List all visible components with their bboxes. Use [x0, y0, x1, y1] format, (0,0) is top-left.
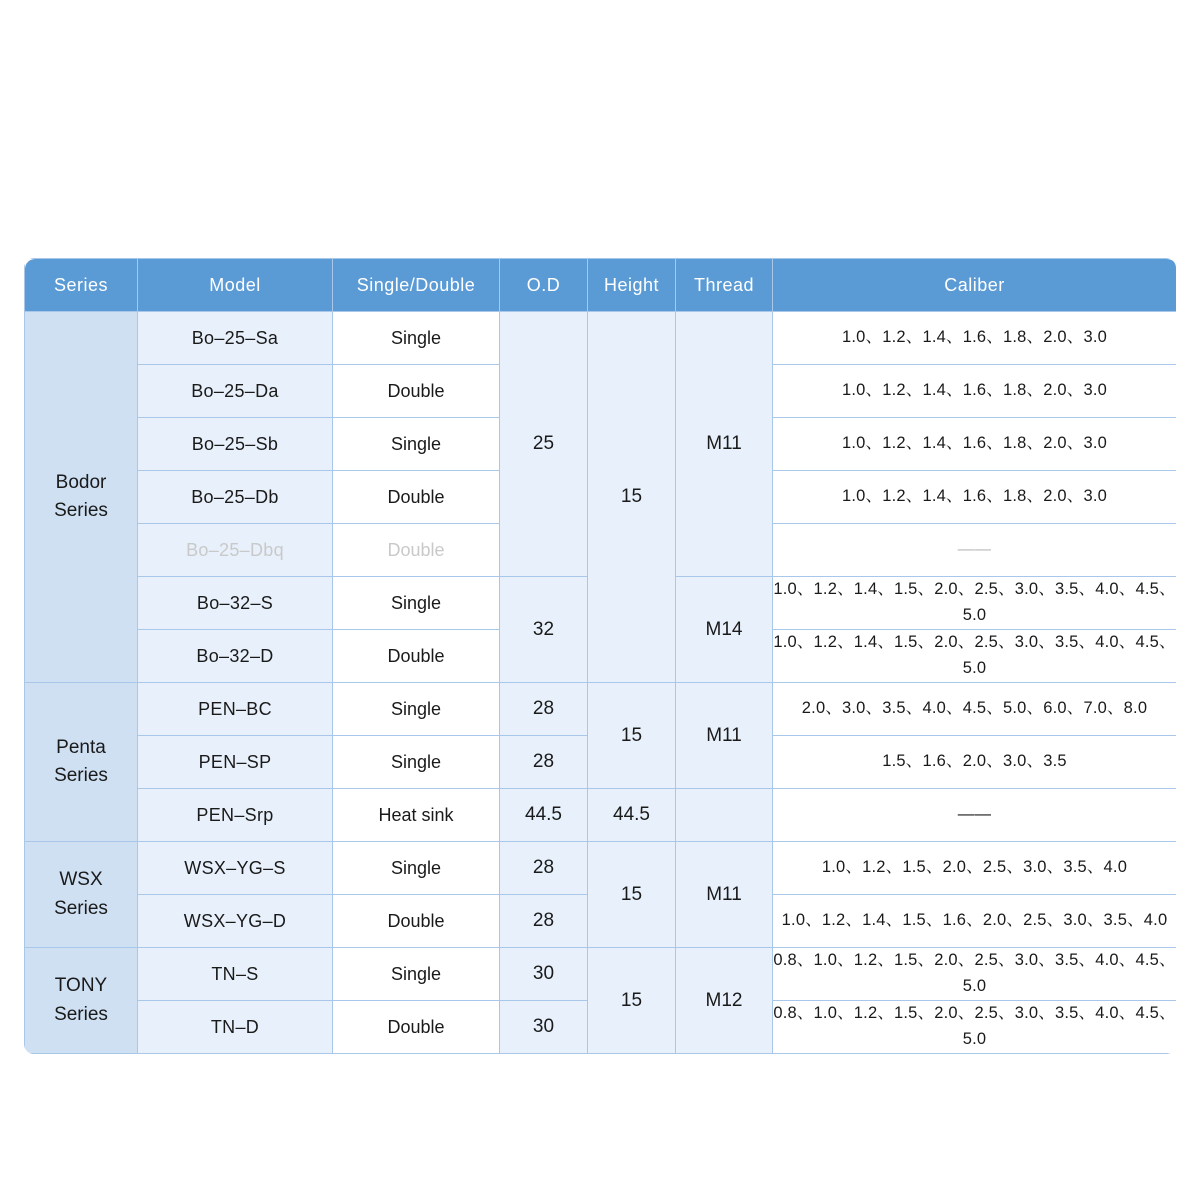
caliber-cell: 1.0、1.2、1.4、1.6、1.8、2.0、3.0 [773, 312, 1177, 365]
single-double-cell: Single [333, 736, 500, 789]
series-label-line1: Bodor [55, 471, 107, 493]
series-cell-tony [25, 948, 138, 1054]
model-cell: PEN–Srp [138, 789, 333, 842]
model-cell: WSX–YG–S [138, 842, 333, 895]
series-label-line2: Series [54, 765, 108, 786]
caliber-cell: 1.0、1.2、1.4、1.6、1.8、2.0、3.0 [773, 471, 1177, 524]
table-row [25, 683, 1177, 736]
single-double-cell: Single [333, 948, 500, 1001]
column-header-od: O.D [500, 259, 588, 312]
caliber-cell: 1.5、1.6、2.0、3.0、3.5 [773, 736, 1177, 789]
column-header-thread: Thread [676, 259, 773, 312]
model-cell: Bo–25–Db [138, 471, 333, 524]
height-cell: 15 [588, 948, 676, 1054]
od-cell: 28 [500, 683, 588, 736]
model-cell: Bo–25–Dbq [138, 524, 333, 577]
column-header-model: Model [138, 259, 333, 312]
table-row [25, 842, 1177, 895]
height-cell: 15 [588, 683, 676, 789]
spec-table-container [24, 258, 1176, 1054]
model-cell: WSX–YG–D [138, 895, 333, 948]
model-cell: PEN–BC [138, 683, 333, 736]
od-cell: 30 [500, 1001, 588, 1054]
caliber-cell: 1.0、1.2、1.5、2.0、2.5、3.0、3.5、4.0 [773, 842, 1177, 895]
model-cell: Bo–32–S [138, 577, 333, 630]
single-double-cell: Double [333, 895, 500, 948]
thread-cell: M11 [676, 683, 773, 789]
caliber-cell: 1.0、1.2、1.4、1.5、2.0、2.5、3.0、3.5、4.0、4.5、5.0 [773, 630, 1177, 683]
column-header-single-double: Single/Double [333, 259, 500, 312]
column-header-caliber: Caliber [773, 259, 1177, 312]
od-cell: 28 [500, 842, 588, 895]
series-label-line2: Series [54, 500, 108, 521]
spec-table [24, 258, 1176, 1054]
series-label-line1: Penta [56, 736, 106, 758]
model-cell: Bo–25–Sa [138, 312, 333, 365]
column-header-series: Series [25, 259, 138, 312]
model-cell: Bo–25–Da [138, 365, 333, 418]
single-double-cell: Single [333, 683, 500, 736]
single-double-cell: Single [333, 312, 500, 365]
od-cell: 32 [500, 577, 588, 683]
caliber-cell: 1.0、1.2、1.4、1.6、1.8、2.0、3.0 [773, 365, 1177, 418]
table-header-row [25, 259, 1177, 312]
od-cell: 25 [500, 312, 588, 577]
series-cell-bodor [25, 312, 138, 683]
model-cell: PEN–SP [138, 736, 333, 789]
single-double-cell: Single [333, 418, 500, 471]
model-cell: Bo–25–Sb [138, 418, 333, 471]
model-cell: TN–S [138, 948, 333, 1001]
caliber-cell: 1.0、1.2、1.4、1.5、2.0、2.5、3.0、3.5、4.0、4.5、5.0 [773, 577, 1177, 630]
single-double-cell: Single [333, 577, 500, 630]
series-label-line2: Series [54, 1003, 108, 1025]
single-double-cell: Double [333, 630, 500, 683]
caliber-cell: 2.0、3.0、3.5、4.0、4.5、5.0、6.0、7.0、8.0 [773, 683, 1177, 736]
thread-cell: M14 [676, 577, 773, 683]
table-row [25, 948, 1177, 1001]
od-cell: 28 [500, 736, 588, 789]
caliber-cell: 1.0、1.2、1.4、1.5、1.6、2.0、2.5、3.0、3.5、4.0 [773, 895, 1177, 948]
single-double-cell: Single [333, 842, 500, 895]
height-cell: 15 [588, 842, 676, 948]
height-cell: 15 [588, 312, 676, 683]
caliber-cell: —— [773, 524, 1177, 577]
model-cell: Bo–32–D [138, 630, 333, 683]
single-double-cell: Double [333, 1001, 500, 1054]
od-cell: 44.5 [500, 789, 588, 842]
caliber-cell: 0.8、1.0、1.2、1.5、2.0、2.5、3.0、3.5、4.0、4.5、5.0 [773, 948, 1177, 1001]
table-header [25, 259, 1177, 312]
caliber-cell: 0.8、1.0、1.2、1.5、2.0、2.5、3.0、3.5、4.0、4.5、5.0 [773, 1001, 1177, 1054]
model-cell: TN–D [138, 1001, 333, 1054]
table-row [25, 789, 1177, 842]
series-cell-penta [25, 683, 138, 842]
single-double-cell: Double [333, 365, 500, 418]
height-cell: 44.5 [588, 789, 676, 842]
single-double-cell: Heat sink [333, 789, 500, 842]
table-row [25, 312, 1177, 365]
series-label-line2: Series [54, 897, 108, 919]
caliber-cell: —— [773, 789, 1177, 842]
column-header-height: Height [588, 259, 676, 312]
od-cell: 30 [500, 948, 588, 1001]
series-cell-wsx [25, 842, 138, 948]
thread-cell: M11 [676, 842, 773, 948]
single-double-cell: Double [333, 471, 500, 524]
thread-cell: M12 [676, 948, 773, 1054]
caliber-cell: 1.0、1.2、1.4、1.6、1.8、2.0、3.0 [773, 418, 1177, 471]
series-label-line1: TONY [54, 975, 108, 996]
thread-cell: M11 [676, 312, 773, 577]
series-label-line1: WSX [59, 869, 103, 890]
od-cell: 28 [500, 895, 588, 948]
single-double-cell: Double [333, 524, 500, 577]
thread-cell [676, 789, 773, 842]
table-body [25, 312, 1177, 1054]
